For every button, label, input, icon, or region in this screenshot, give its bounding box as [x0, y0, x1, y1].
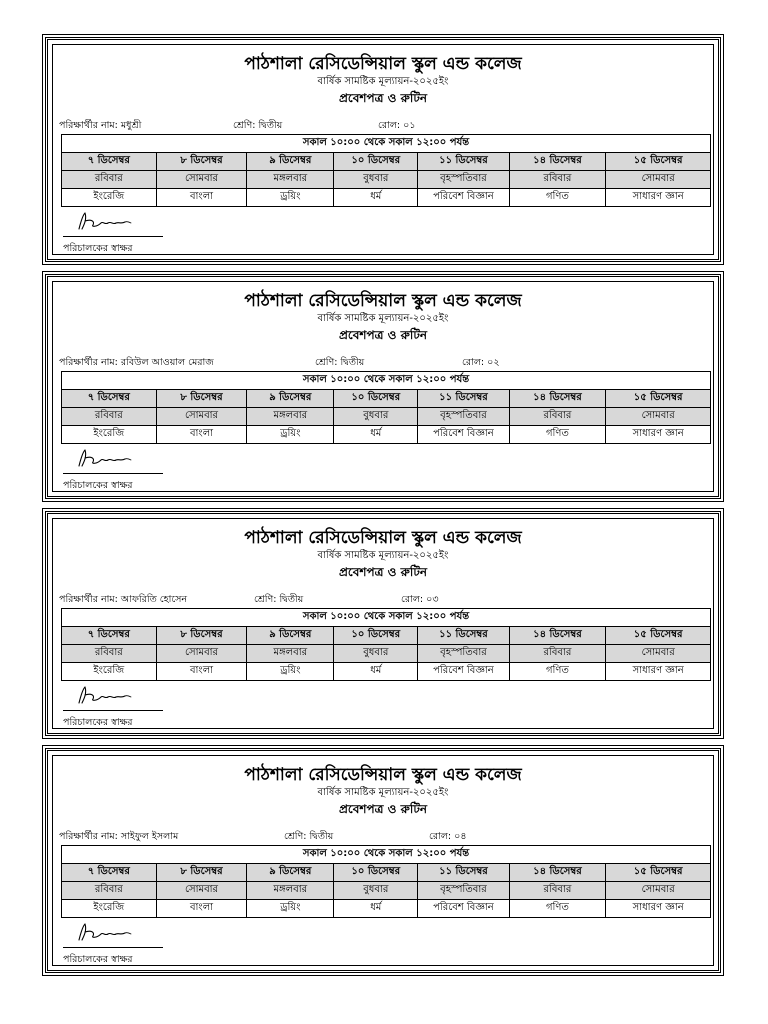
student-info	[59, 356, 707, 370]
date-cell: ১৪ ডিসেম্বর	[509, 153, 606, 171]
subject-cell: পরিবেশ বিজ্ঞান	[418, 426, 509, 444]
day-cell: সোমবার	[156, 408, 247, 426]
school-name: পাঠশালা রেসিডেন্সিয়াল স্কুল এন্ড কলেজ	[244, 765, 522, 785]
subject-cell: ইংরেজি	[62, 663, 157, 681]
exam-name: বার্ষিক সামষ্টিক মূল্যায়ন-২০২৫ইং	[317, 76, 449, 87]
student-roll: ০৪	[454, 831, 467, 842]
day-cell: বৃহস্পতিবার	[418, 882, 509, 900]
day-cell: সোমবার	[606, 408, 711, 426]
subject-cell: বাংলা	[156, 663, 247, 681]
document-title: প্রবেশপত্র ও রুটিন	[338, 802, 428, 816]
day-cell: সোমবার	[156, 645, 247, 663]
signature-image	[75, 920, 135, 944]
student-roll: ০২	[487, 357, 500, 368]
date-cell: ১১ ডিসেম্বর	[418, 864, 509, 882]
time-row	[62, 609, 711, 627]
day-cell: রবিবার	[62, 408, 157, 426]
day-cell: সোমবার	[606, 645, 711, 663]
date-cell: ১৪ ডিসেম্বর	[509, 864, 606, 882]
date-cell: ১৫ ডিসেম্বর	[606, 390, 711, 408]
day-cell: বুধবার	[334, 408, 418, 426]
day-cell: সোমবার	[156, 882, 247, 900]
subject-cell: ধর্ম	[334, 900, 418, 918]
student-name-field	[59, 119, 141, 134]
day-row	[62, 645, 711, 663]
date-cell: ৮ ডিসেম্বর	[156, 153, 247, 171]
subject-cell: ড্রয়িং	[247, 663, 334, 681]
day-cell: বুধবার	[334, 882, 418, 900]
student-name: রবিউল আওয়াল মেরাজ	[120, 357, 214, 368]
date-cell: ৯ ডিসেম্বর	[247, 390, 334, 408]
admit-card	[45, 37, 721, 262]
date-cell: ১১ ডিসেম্বর	[418, 153, 509, 171]
date-cell: ১০ ডিসেম্বর	[334, 390, 418, 408]
day-cell: মঙ্গলবার	[247, 882, 334, 900]
student-class-field	[315, 356, 364, 371]
subject-cell: ধর্ম	[334, 189, 418, 207]
subject-cell: গণিত	[509, 663, 606, 681]
signature-line	[63, 473, 163, 474]
time-row	[62, 135, 711, 153]
student-roll-field	[429, 830, 467, 845]
student-class-label: শ্রেণি:	[233, 120, 256, 131]
exam-routine-table	[61, 134, 711, 207]
student-name-label: পরিক্ষার্থীর নাম:	[59, 357, 118, 368]
signature-label: পরিচালকের স্বাক্ষর	[63, 717, 133, 728]
student-class-field	[254, 593, 303, 608]
exam-name: বার্ষিক সামষ্টিক মূল্যায়ন-২০২৫ইং	[317, 550, 449, 561]
day-cell: রবিবার	[509, 171, 606, 189]
school-name: পাঠশালা রেসিডেন্সিয়াল স্কুল এন্ড কলেজ	[244, 291, 522, 311]
signature-label: পরিচালকের স্বাক্ষর	[63, 954, 133, 965]
subject-cell: ইংরেজি	[62, 189, 157, 207]
exam-routine-table	[61, 608, 711, 681]
exam-name: বার্ষিক সামষ্টিক মূল্যায়ন-২০২৫ইং	[317, 313, 449, 324]
document-title: প্রবেশপত্র ও রুটিন	[338, 565, 428, 579]
signature-image	[75, 446, 135, 470]
date-cell: ১৪ ডিসেম্বর	[509, 627, 606, 645]
date-cell: ৯ ডিসেম্বর	[247, 864, 334, 882]
student-class: দ্বিতীয়	[279, 594, 304, 605]
admit-card	[45, 274, 721, 499]
student-name-label: পরিক্ষার্থীর নাম:	[59, 831, 118, 842]
subject-cell: ড্রয়িং	[247, 189, 334, 207]
day-cell: রবিবার	[62, 882, 157, 900]
date-cell: ৮ ডিসেম্বর	[156, 390, 247, 408]
date-cell: ১০ ডিসেম্বর	[334, 627, 418, 645]
subject-row	[62, 426, 711, 444]
student-name: আফরিতি হোসেন	[120, 594, 188, 605]
date-cell: ১০ ডিসেম্বর	[334, 153, 418, 171]
date-cell: ৮ ডিসেম্বর	[156, 864, 247, 882]
student-class-label: শ্রেণি:	[254, 594, 277, 605]
subject-cell: পরিবেশ বিজ্ঞান	[418, 663, 509, 681]
admit-card	[45, 748, 721, 973]
signature-image	[75, 209, 135, 233]
student-class-label: শ্রেণি:	[284, 831, 307, 842]
day-cell: মঙ্গলবার	[247, 645, 334, 663]
date-cell: ৭ ডিসেম্বর	[62, 864, 157, 882]
day-cell: বুধবার	[334, 645, 418, 663]
time-slot: সকাল ১০:০০ থেকে সকাল ১২:০০ পর্যন্ত	[62, 609, 711, 627]
day-cell: বৃহস্পতিবার	[418, 408, 509, 426]
subject-cell: বাংলা	[156, 900, 247, 918]
date-cell: ১৫ ডিসেম্বর	[606, 864, 711, 882]
time-slot: সকাল ১০:০০ থেকে সকাল ১২:০০ পর্যন্ত	[62, 372, 711, 390]
day-cell: রবিবার	[509, 408, 606, 426]
time-row	[62, 846, 711, 864]
subject-cell: সাধারণ জ্ঞান	[606, 900, 711, 918]
signature-line	[63, 710, 163, 711]
signature-label: পরিচালকের স্বাক্ষর	[63, 243, 133, 254]
student-roll-field	[462, 356, 500, 371]
exam-routine-table	[61, 371, 711, 444]
subject-cell: গণিত	[509, 900, 606, 918]
subject-cell: সাধারণ জ্ঞান	[606, 663, 711, 681]
student-name: মধুশ্রী	[120, 120, 142, 131]
day-cell: বুধবার	[334, 171, 418, 189]
student-name-field	[59, 593, 187, 608]
student-roll: ০১	[403, 120, 416, 131]
student-roll-field	[401, 593, 439, 608]
admit-card-inner-border	[52, 518, 714, 729]
subject-cell: ড্রয়িং	[247, 900, 334, 918]
date-cell: ১১ ডিসেম্বর	[418, 390, 509, 408]
document-title: প্রবেশপত্র ও রুটিন	[338, 328, 428, 342]
student-roll: ০৩	[426, 594, 439, 605]
day-cell: সোমবার	[156, 171, 247, 189]
student-info	[59, 593, 707, 607]
subject-cell: সাধারণ জ্ঞান	[606, 426, 711, 444]
student-class: দ্বিতীয়	[309, 831, 334, 842]
date-cell: ৭ ডিসেম্বর	[62, 153, 157, 171]
admit-card-inner-border	[52, 755, 714, 966]
student-class: দ্বিতীয়	[258, 120, 283, 131]
date-row	[62, 153, 711, 171]
date-cell: ১১ ডিসেম্বর	[418, 627, 509, 645]
day-cell: বৃহস্পতিবার	[418, 171, 509, 189]
date-cell: ৯ ডিসেম্বর	[247, 153, 334, 171]
document-title: প্রবেশপত্র ও রুটিন	[338, 91, 428, 105]
day-cell: রবিবার	[509, 882, 606, 900]
time-slot: সকাল ১০:০০ থেকে সকাল ১২:০০ পর্যন্ত	[62, 846, 711, 864]
time-row	[62, 372, 711, 390]
date-cell: ১৪ ডিসেম্বর	[509, 390, 606, 408]
day-cell: রবিবার	[62, 171, 157, 189]
signature-line	[63, 947, 163, 948]
signature-image	[75, 683, 135, 707]
date-row	[62, 864, 711, 882]
student-name-label: পরিক্ষার্থীর নাম:	[59, 594, 118, 605]
date-cell: ৭ ডিসেম্বর	[62, 390, 157, 408]
subject-row	[62, 900, 711, 918]
student-name-label: পরিক্ষার্থীর নাম:	[59, 120, 118, 131]
signature-line	[63, 236, 163, 237]
day-cell: রবিবার	[62, 645, 157, 663]
date-cell: ৯ ডিসেম্বর	[247, 627, 334, 645]
student-roll-label: রোল:	[462, 357, 485, 368]
time-slot: সকাল ১০:০০ থেকে সকাল ১২:০০ পর্যন্ত	[62, 135, 711, 153]
date-cell: ১৫ ডিসেম্বর	[606, 153, 711, 171]
date-cell: ১০ ডিসেম্বর	[334, 864, 418, 882]
day-cell: মঙ্গলবার	[247, 171, 334, 189]
day-cell: সোমবার	[606, 882, 711, 900]
subject-cell: ধর্ম	[334, 426, 418, 444]
student-class-field	[284, 830, 333, 845]
subject-cell: বাংলা	[156, 426, 247, 444]
student-roll-field	[378, 119, 416, 134]
day-row	[62, 408, 711, 426]
student-roll-label: রোল:	[401, 594, 424, 605]
school-name: পাঠশালা রেসিডেন্সিয়াল স্কুল এন্ড কলেজ	[244, 54, 522, 74]
subject-row	[62, 189, 711, 207]
subject-cell: ইংরেজি	[62, 900, 157, 918]
student-name-field	[59, 356, 214, 371]
student-class-field	[233, 119, 282, 134]
signature-label: পরিচালকের স্বাক্ষর	[63, 480, 133, 491]
student-class-label: শ্রেণি:	[315, 357, 338, 368]
subject-cell: ইংরেজি	[62, 426, 157, 444]
student-name: সাইফুল ইসলাম	[120, 831, 179, 842]
subject-cell: সাধারণ জ্ঞান	[606, 189, 711, 207]
admit-card-inner-border	[52, 44, 714, 255]
subject-cell: বাংলা	[156, 189, 247, 207]
exam-name: বার্ষিক সামষ্টিক মূল্যায়ন-২০২৫ইং	[317, 787, 449, 798]
exam-routine-table	[61, 845, 711, 918]
admit-card-inner-border	[52, 281, 714, 492]
date-cell: ৮ ডিসেম্বর	[156, 627, 247, 645]
day-row	[62, 171, 711, 189]
subject-cell: গণিত	[509, 426, 606, 444]
student-info	[59, 830, 707, 844]
student-class: দ্বিতীয়	[340, 357, 365, 368]
admit-card	[45, 511, 721, 736]
day-cell: মঙ্গলবার	[247, 408, 334, 426]
subject-cell: পরিবেশ বিজ্ঞান	[418, 900, 509, 918]
student-roll-label: রোল:	[429, 831, 452, 842]
day-cell: বৃহস্পতিবার	[418, 645, 509, 663]
subject-cell: পরিবেশ বিজ্ঞান	[418, 189, 509, 207]
date-row	[62, 390, 711, 408]
day-cell: রবিবার	[509, 645, 606, 663]
student-name-field	[59, 830, 178, 845]
day-row	[62, 882, 711, 900]
school-name: পাঠশালা রেসিডেন্সিয়াল স্কুল এন্ড কলেজ	[244, 528, 522, 548]
day-cell: সোমবার	[606, 171, 711, 189]
date-row	[62, 627, 711, 645]
subject-row	[62, 663, 711, 681]
date-cell: ১৫ ডিসেম্বর	[606, 627, 711, 645]
student-info	[59, 119, 707, 133]
subject-cell: গণিত	[509, 189, 606, 207]
student-roll-label: রোল:	[378, 120, 401, 131]
date-cell: ৭ ডিসেম্বর	[62, 627, 157, 645]
subject-cell: ড্রয়িং	[247, 426, 334, 444]
subject-cell: ধর্ম	[334, 663, 418, 681]
